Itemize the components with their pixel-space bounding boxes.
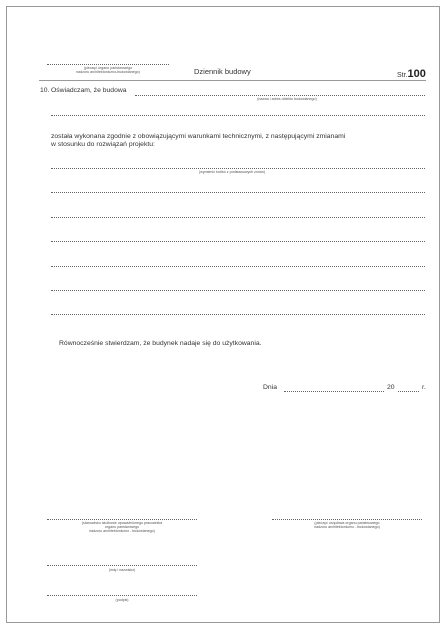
position-caption-line2: organu państwowego — [104, 525, 140, 530]
building-name-caption: (nazwa i adres obiektu budowlanego) — [257, 97, 317, 101]
changes-line-7 — [51, 314, 425, 315]
header-rule — [39, 80, 426, 81]
section-intro: Oświadczam, że budowa — [51, 87, 127, 94]
changes-line-4 — [51, 241, 425, 242]
official-stamp-caption — [272, 521, 422, 529]
changes-caption: (wymienić krótko z podstawowych zmian) — [199, 170, 265, 174]
document-page — [6, 6, 440, 623]
position-caption-line1: (stanowisko służbowe upoważnionego pracownika — [81, 521, 163, 525]
statement-text: Równocześnie stwierdzam, że budynek nadaje się do użytkowania. — [59, 340, 262, 347]
page-number: 100 — [407, 68, 426, 80]
changes-line-5 — [51, 266, 425, 267]
paragraph-line-2: w stosunku do rozwiązań projektu: — [51, 141, 155, 148]
position-signature-line — [47, 519, 197, 520]
page-label: Str. — [397, 72, 408, 79]
name-caption: (imię i nazwisko) — [108, 568, 136, 572]
section-number: 10. — [40, 87, 50, 94]
date-year-prefix: 20 — [387, 384, 395, 391]
signature-caption: (podpis) — [115, 598, 129, 602]
date-label: Dnia — [263, 384, 277, 391]
org-stamp-caption-line2: nadzoru architektoniczno-budowlanego) — [76, 70, 140, 75]
official-stamp-line — [272, 519, 422, 520]
org-stamp-caption-line1: (pieczęć organu państwowego — [83, 66, 133, 70]
date-year-line — [398, 391, 419, 392]
journal-title: Dziennik budowy — [194, 67, 251, 76]
paragraph-line-1: została wykonana zgodnie z obowiązującymi warunkami technicznymi, z następującymi zmianami — [51, 133, 346, 140]
position-caption-line3: nadzoru architektoniczno - budowlanego) — [89, 529, 155, 534]
position-caption — [47, 521, 197, 534]
signature-line — [47, 595, 197, 596]
building-name-line — [135, 95, 425, 96]
official-stamp-caption-line1: (pieczęć urzędowa organu państwowego — [314, 521, 380, 525]
changes-line-6 — [51, 290, 425, 291]
changes-line-3 — [51, 217, 425, 218]
changes-line-1 — [51, 168, 425, 169]
building-address-line — [51, 115, 425, 116]
date-day-line — [284, 391, 384, 392]
date-suffix: r. — [422, 384, 426, 391]
org-stamp-line — [47, 64, 169, 65]
official-stamp-caption-line2: nadzoru architektoniczno - budowlanego) — [314, 525, 380, 530]
changes-line-2 — [51, 192, 425, 193]
org-stamp-caption — [47, 66, 169, 74]
name-line — [47, 565, 197, 566]
